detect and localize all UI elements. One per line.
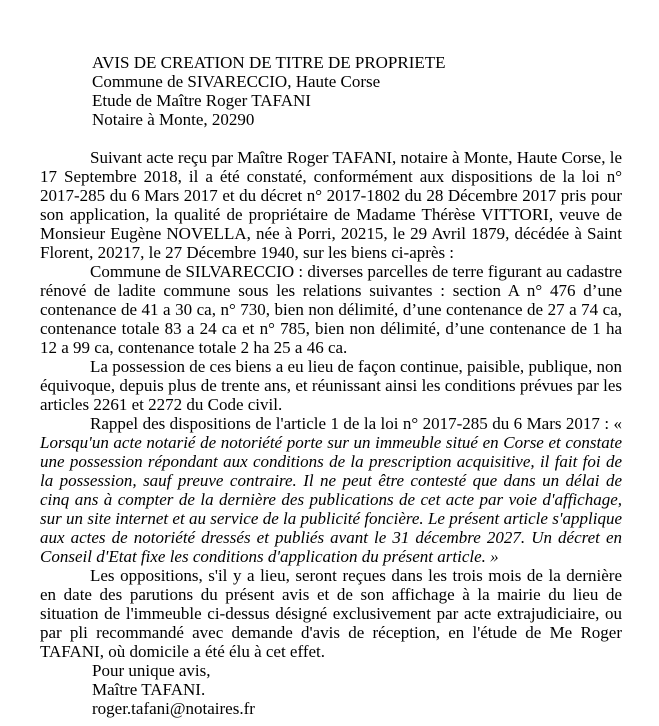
closing-block	[92, 661, 622, 718]
paragraph-parcelles: Commune de SILVARECCIO : diverses parcelles de terre figurant au cadastre rénové de ladite commune sous les relations suivantes : section A n° 476 d’une contenance de 41 a 30 ca, n° 730, bien non délimité, d’une contenance de 27 a 74 ca, contenance totale 83 a 24 ca et n° 785, bien non délimité, d’une contenance de 1 ha 12 a 99 ca, contenance totale 2 ha 25 a 46 ca.	[40, 262, 622, 357]
paragraph-possession: La possession de ces biens a eu lieu de façon continue, paisible, publique, non équivoque, depuis plus de trente ans, et réunissant ainsi les conditions prévues par les articles 2261 et 2272 du Code civil.	[40, 357, 622, 414]
document-header	[92, 53, 622, 129]
document-body	[40, 148, 622, 661]
paragraph-rappel	[40, 414, 622, 566]
closing-avis-line: Pour unique avis,	[92, 661, 211, 680]
rappel-quote-text: Lorsqu'un acte notarié de notoriété porte sur un immeuble situé en Corse et constate une possession répondant aux conditions de la prescription acquisitive, il fait foi de la possession, sauf preuve contraire. Il ne peut être contesté que dans un délai de cinq ans à compter de la dernière des publications de cet acte par voie d'affichage, sur un site internet et au service de la publicité foncière. Le présent article s'applique aux actes de notoriété dressés et publiés avant le 31 décembre 2027. Un décret en Conseil d'Etat fixe les conditions d'application du présent article. »	[40, 433, 622, 566]
closing-email: roger.tafani@notaires.fr	[92, 699, 255, 718]
header-notaire-line: Notaire à Monte, 20290	[92, 110, 255, 129]
header-etude-line: Etude de Maître Roger TAFANI	[92, 91, 311, 110]
document-title: AVIS DE CREATION DE TITRE DE PROPRIETE	[92, 53, 446, 72]
paragraph-oppositions: Les oppositions, s'il y a lieu, seront reçues dans les trois mois de la dernière en date des parutions du présent avis et de son affichage à la mairie du lieu de situation de l'immeuble ci-dessus désigné exclusivement par acte extrajudiciaire, ou par pli recommandé avec demande d'avis de réception, en l'étude de Me Roger TAFANI, où domicile a été élu à cet effet.	[40, 566, 622, 661]
paragraph-acte: Suivant acte reçu par Maître Roger TAFANI, notaire à Monte, Haute Corse, le 17 Septembre 2018, il a été constaté, conformément aux dispositions de la loi n° 2017-285 du 6 Mars 2017 et du décret n° 2017-1802 du 28 Décembre 2017 pris pour son application, la qualité de propriétaire de Madame Thérèse VITTORI, veuve de Monsieur Eugène NOVELLA, née à Porri, 20215, le 29 Avril 1879, décédée à Saint Florent, 20217, le 27 Décembre 1940, sur les biens ci-après :	[40, 148, 622, 262]
closing-signature-line: Maître TAFANI.	[92, 680, 206, 699]
rappel-intro-text: Rappel des dispositions de l'article 1 de la loi n° 2017-285 du 6 Mars 2017 : «	[90, 414, 622, 433]
header-commune-line: Commune de SIVARECCIO, Haute Corse	[92, 72, 381, 91]
